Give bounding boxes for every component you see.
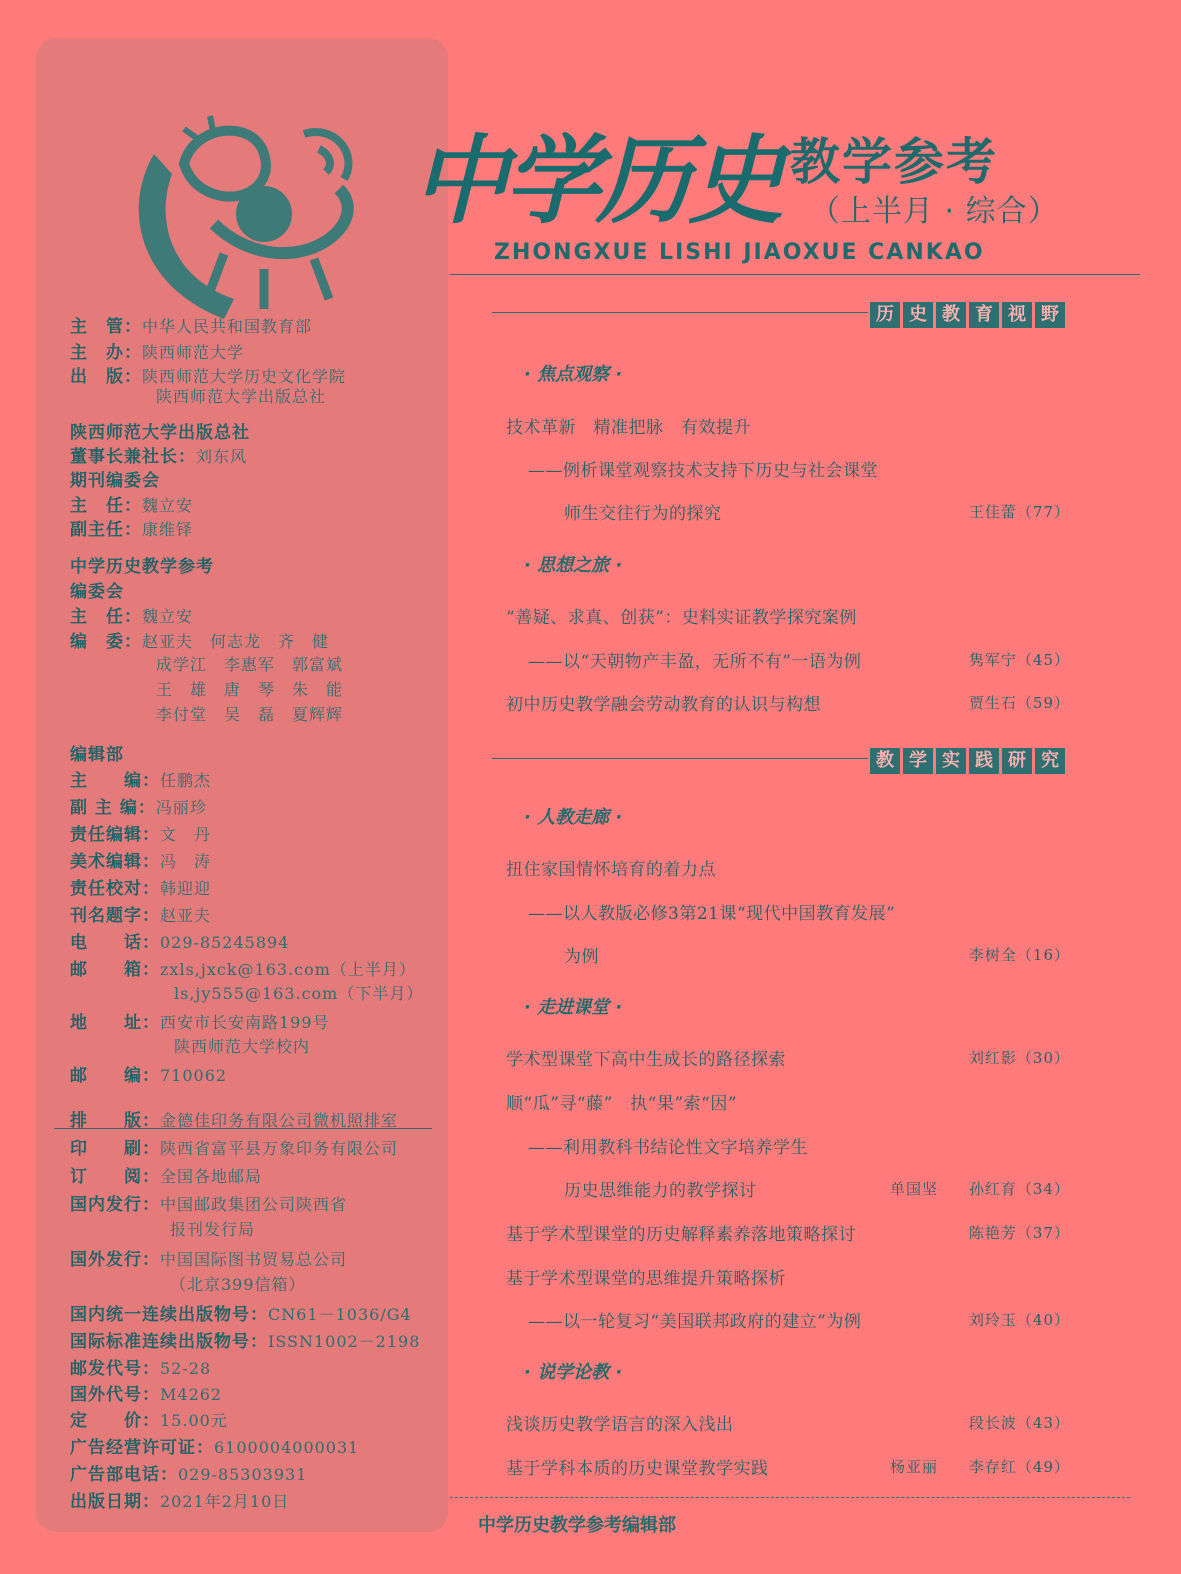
info-row: 陕西师范大学校内 <box>174 1037 311 1056</box>
article-subtitle: ——以“天朝物产丰盈，无所不有”一语为例 <box>528 652 862 672</box>
info-row: 国外发行：中国国际图书贸易总公司 <box>70 1250 348 1270</box>
magazine-subtitle: 教学参考 <box>790 133 998 191</box>
article-author: 李存红（49） <box>968 1458 1070 1476</box>
article-title: 技术革新 精准把脉 有效提升 <box>506 418 751 438</box>
article-author: 杨亚丽 <box>890 1458 939 1476</box>
article-subtitle: ——例析课堂观察技术支持下历史与社会课堂 <box>528 461 878 481</box>
article-title: 顺“瓜”寻“藤” 执“果”索“因” <box>506 1094 738 1114</box>
info-row: 订 阅：全国各地邮局 <box>70 1167 263 1187</box>
article-subtitle: 师生交往行为的探究 <box>564 504 722 524</box>
info-row: 国外代号：M4262 <box>70 1385 223 1405</box>
info-row: 排 版：金德佳印务有限公司微机照排室 <box>70 1111 399 1131</box>
article-title: 扭住家国情怀培育的着力点 <box>506 860 716 880</box>
section-char: 史 <box>903 302 933 328</box>
section-char: 教 <box>936 302 966 328</box>
tiger-emblem-icon <box>114 94 364 324</box>
info-row: 报刊发行局 <box>170 1220 256 1239</box>
section-char: 究 <box>1035 748 1065 774</box>
masthead-info-panel <box>36 38 448 1532</box>
info-row: 国内发行：中国邮政集团公司陕西省 <box>70 1195 348 1215</box>
info-row: 邮 箱：zxls,jxck@163.com（上半月） <box>70 960 416 980</box>
article-author: 段长波（43） <box>968 1414 1070 1432</box>
section-title-history-education <box>870 302 1065 328</box>
pinyin-title: ZHONGXUE LISHI JIAOXUE CANKAO <box>494 240 985 265</box>
divider <box>492 312 868 313</box>
info-row: 美术编辑：冯 涛 <box>70 852 212 872</box>
article-author: 隽军宁（45） <box>968 651 1070 669</box>
info-row: 地 址：西安市长安南路199号 <box>70 1013 330 1033</box>
section-char: 野 <box>1035 302 1065 328</box>
article-subtitle: ——以一轮复习“美国联邦政府的建立”为例 <box>528 1312 862 1332</box>
info-row: 编 委：赵亚夫 何志龙 齐 健 <box>70 632 330 652</box>
divider <box>492 758 868 759</box>
article-author: 刘玲玉（40） <box>968 1311 1070 1329</box>
info-row: 国内统一连续出版物号：CN61－1036/G4 <box>70 1305 412 1325</box>
section-char: 教 <box>870 748 900 774</box>
article-title: 浅谈历史教学语言的深入浅出 <box>506 1415 734 1435</box>
info-row: 陕西师范大学出版总社 <box>156 387 327 406</box>
info-row: 王 雄 唐 琴 朱 能 <box>156 680 344 699</box>
subsection-title: · 说学论教 · <box>524 1362 623 1383</box>
info-row: 董事长兼社长：刘东风 <box>70 447 248 467</box>
section-heading: 编辑部 <box>70 745 124 765</box>
info-row: 副主任：康维铎 <box>70 520 194 540</box>
info-row: 主 编：任鹏杰 <box>70 771 212 791</box>
section-char: 历 <box>870 302 900 328</box>
edition-label: （上半月 · 综合） <box>810 194 1059 229</box>
info-row: 主 任：魏立安 <box>70 607 194 627</box>
article-author: 李树全（16） <box>968 946 1070 964</box>
divider <box>450 274 1140 275</box>
article-author: 贾生石（59） <box>968 694 1070 712</box>
info-row: 印 刷：陕西省富平县万象印务有限公司 <box>70 1139 399 1159</box>
article-title: 基于学术型课堂的思维提升策略探析 <box>506 1269 786 1289</box>
info-row: 国际标准连续出版物号：ISSN1002－2198 <box>70 1332 421 1352</box>
info-row: 邮 编：710062 <box>70 1066 228 1086</box>
subsection-title: · 人教走廊 · <box>524 807 623 828</box>
info-row: ls,jy555@163.com（下半月） <box>174 984 424 1003</box>
section-heading: 编委会 <box>70 582 124 602</box>
section-char: 视 <box>1002 302 1032 328</box>
article-author: 陈艳芳（37） <box>968 1224 1070 1242</box>
article-title: 基于学术型课堂的历史解释素养落地策略探讨 <box>506 1225 856 1245</box>
article-author: 王佳蕾（77） <box>968 503 1070 521</box>
section-heading: 中学历史教学参考 <box>70 557 214 577</box>
info-row: 出版日期：2021年2月10日 <box>70 1492 290 1512</box>
info-row: 副 主 编：冯丽珍 <box>70 798 207 818</box>
section-char: 践 <box>969 748 999 774</box>
info-row: 出 版：陕西师范大学历史文化学院 <box>70 367 347 387</box>
article-title: 基于学科本质的历史课堂教学实践 <box>506 1459 769 1479</box>
section-char: 育 <box>969 302 999 328</box>
subsection-title: · 思想之旅 · <box>524 555 623 576</box>
subsection-title: · 焦点观察 · <box>524 364 623 385</box>
section-char: 学 <box>903 748 933 774</box>
info-row: 邮发代号：52-28 <box>70 1359 212 1379</box>
info-row: 广告部电话：029-85303931 <box>70 1465 308 1485</box>
article-title: 学术型课堂下高中生成长的路径探索 <box>506 1050 786 1070</box>
info-row: 广告经营许可证：6100004000031 <box>70 1438 360 1458</box>
article-subtitle: 为例 <box>564 947 599 967</box>
calligraphy-title: 中学历史 <box>412 124 780 237</box>
info-row: 刊名题字：赵亚夫 <box>70 906 212 926</box>
info-row: 定 价：15.00元 <box>70 1411 228 1431</box>
info-row: 责任编辑：文 丹 <box>70 825 212 845</box>
section-title-teaching-practice <box>870 748 1065 774</box>
info-row: 责任校对：韩迎迎 <box>70 879 212 899</box>
info-row: 主 管：中华人民共和国教育部 <box>70 317 313 337</box>
info-row: 主 任：魏立安 <box>70 496 194 516</box>
article-author: 刘红影（30） <box>968 1049 1070 1067</box>
section-heading: 期刊编委会 <box>70 471 160 491</box>
info-row: 主 办：陕西师范大学 <box>70 343 245 363</box>
info-row: 成学江 李惠军 郭富斌 <box>156 655 344 674</box>
info-row: （北京399信箱） <box>170 1275 306 1294</box>
article-author: 单国坚 <box>890 1180 939 1198</box>
section-char: 实 <box>936 748 966 774</box>
footer-publisher: 中学历史教学参考编辑部 <box>478 1515 676 1536</box>
info-row: 电 话：029-85245894 <box>70 933 290 953</box>
section-heading: 陕西师范大学出版总社 <box>70 423 250 443</box>
divider <box>450 1497 1130 1498</box>
section-char: 研 <box>1002 748 1032 774</box>
info-row: 李付堂 吴 磊 夏辉辉 <box>156 705 344 724</box>
article-title: 初中历史教学融会劳动教育的认识与构想 <box>506 695 821 715</box>
article-subtitle: ——以人教版必修3第21课“现代中国教育发展” <box>528 904 896 924</box>
article-subtitle: ——利用教科书结论性文字培养学生 <box>528 1138 808 1158</box>
article-subtitle: 历史思维能力的教学探讨 <box>564 1181 757 1201</box>
subsection-title: · 走进课堂 · <box>524 997 623 1018</box>
article-author: 孙红育（34） <box>968 1180 1070 1198</box>
article-title: “善疑、求真、创获”：史料实证教学探究案例 <box>506 608 857 628</box>
